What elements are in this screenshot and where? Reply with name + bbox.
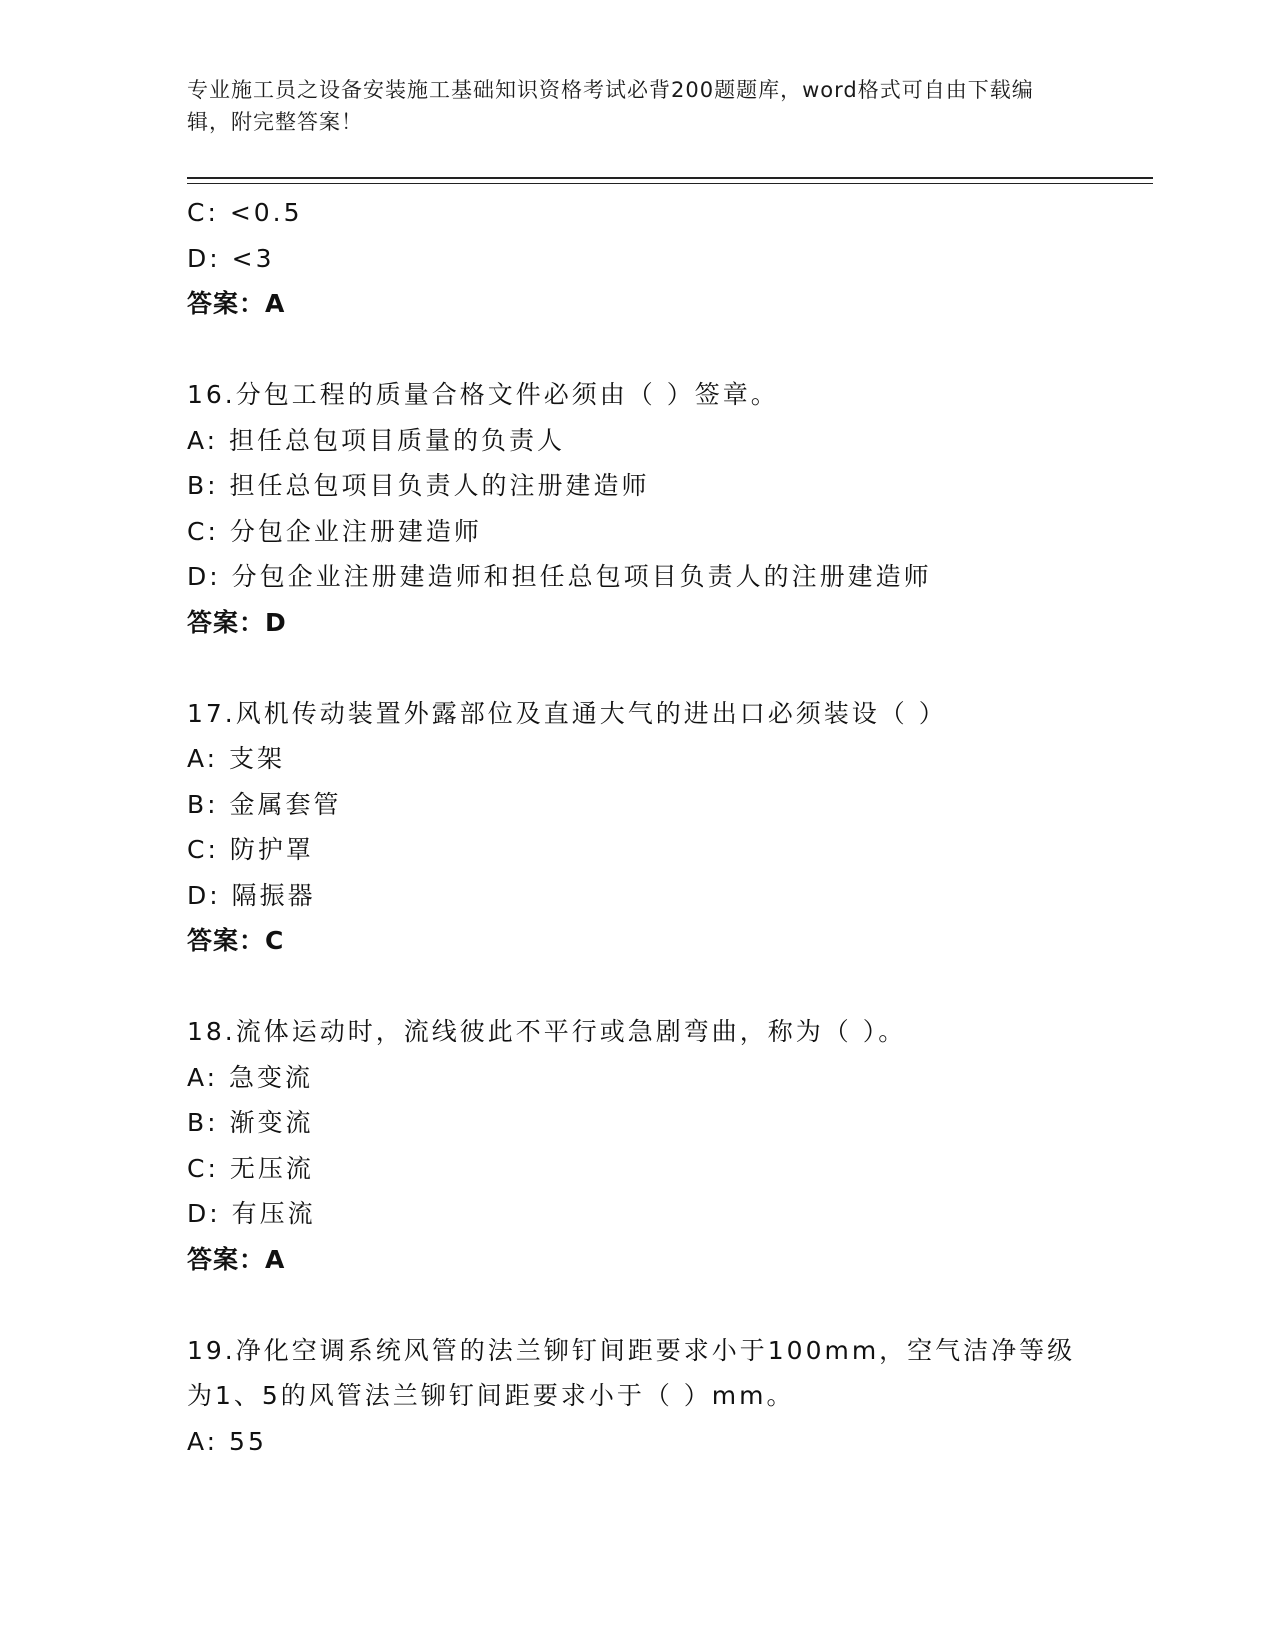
option-d: D: 隔振器 [187, 880, 316, 910]
spacer [187, 1282, 1087, 1328]
option-b: B: 担任总包项目负责人的注册建造师 [187, 471, 650, 500]
question-stem: 17.风机传动装置外露部位及直通大气的进出口必须装设（ ） [187, 698, 947, 728]
option-d: D: <3 [187, 243, 275, 273]
option-a: A: 担任总包项目质量的负责人 [187, 425, 566, 455]
spacer [187, 327, 1087, 373]
option-c: C: 无压流 [187, 1153, 314, 1183]
spacer [187, 964, 1087, 1010]
answer-line: 答案：C [187, 926, 285, 955]
answer-line: 答案：D [187, 607, 287, 637]
question-list [187, 190, 1087, 1464]
option-b: B: 金属套管 [187, 789, 342, 819]
question-stem: 18.流体运动时，流线彼此不平行或急剧弯曲，称为（ ）。 [187, 1017, 907, 1046]
header-rule-thick [187, 177, 1153, 179]
option-d: D: 分包企业注册建造师和担任总包项目负责人的注册建造师 [187, 562, 932, 591]
header-rule-thin [187, 183, 1153, 184]
option-b: B: 渐变流 [187, 1108, 314, 1137]
option-a: A: 55 [187, 1426, 267, 1456]
answer-line: 答案：A [187, 1244, 286, 1274]
spacer [187, 645, 1087, 691]
option-a: A: 支架 [187, 744, 286, 773]
option-c: C: 防护罩 [187, 835, 314, 864]
option-c: C: <0.5 [187, 198, 303, 227]
option-c: C: 分包企业注册建造师 [187, 516, 482, 546]
option-d: D: 有压流 [187, 1199, 316, 1228]
document-header: 专业施工员之设备安装施工基础知识资格考试必背200题题库，word格式可自由下载编辑，附完整答案！ [187, 78, 1034, 134]
answer-line: 答案：A [187, 289, 286, 318]
question-stem-line-2: 为1、5的风管法兰铆钉间距要求小于（ ）mm。 [187, 1381, 795, 1410]
option-a: A: 急变流 [187, 1062, 314, 1092]
question-stem-line-1: 19.净化空调系统风管的法兰铆钉间距要求小于100mm，空气洁净等级 [187, 1335, 1076, 1365]
question-stem: 16.分包工程的质量合格文件必须由（ ）签章。 [187, 380, 779, 409]
